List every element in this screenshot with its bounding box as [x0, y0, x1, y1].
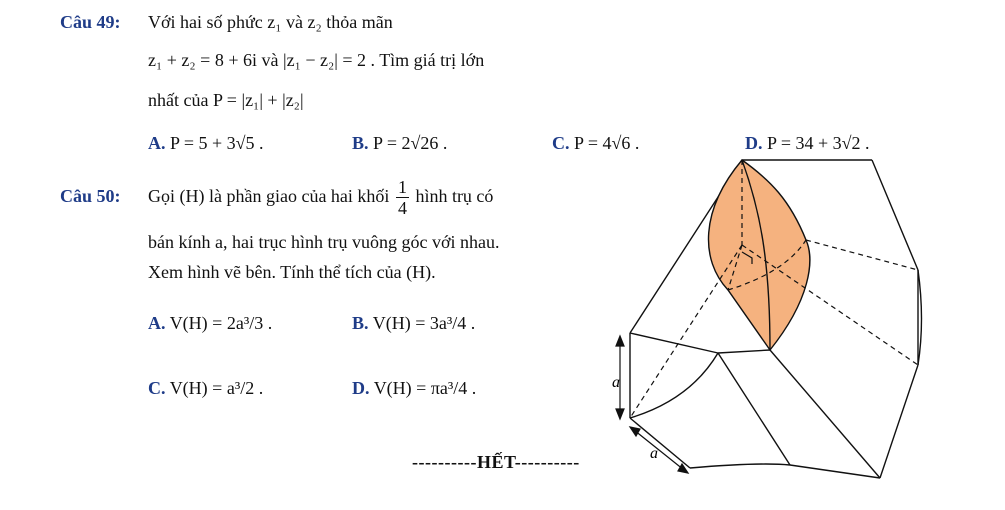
q50-line3: Xem hình vẽ bên. Tính thể tích của (H). — [148, 262, 436, 282]
fraction-denominator: 4 — [397, 198, 407, 219]
option-text: V(H) = a³/2 . — [169, 378, 264, 398]
q49-label: Câu 49: — [60, 12, 121, 32]
option-text: P = 5 + 3√5 . — [170, 133, 264, 153]
option-label: B. — [352, 313, 369, 333]
q49-line1: Với hai số phức z₁ và z₂ thỏa mãn — [148, 12, 393, 32]
option-label: A. — [148, 133, 166, 153]
option-label: C. — [148, 378, 166, 398]
q50-option-a[interactable] — [148, 313, 272, 334]
q50-option-b[interactable] — [352, 313, 475, 334]
option-text: P = 4√6 . — [574, 133, 640, 153]
option-label: C. — [552, 133, 570, 153]
option-text: P = 2√26 . — [373, 133, 448, 153]
q50-line1-end: hình trụ có — [415, 186, 494, 206]
q50-option-d[interactable] — [352, 378, 476, 399]
q50-option-c[interactable] — [148, 378, 263, 399]
option-text: V(H) = 2a³/3 . — [169, 313, 273, 333]
option-label: A. — [148, 313, 166, 333]
q49-line2: z₁ + z₂ = 8 + 6i và |z₁ − z₂| = 2 . Tìm giá trị lớn — [148, 50, 485, 70]
label-a-vertical: a — [612, 374, 620, 391]
cylinder-intersection-figure — [600, 150, 940, 480]
fraction-one-quarter — [396, 177, 409, 218]
label-a-bottom: a — [650, 445, 658, 462]
figure-solid-lines — [630, 160, 922, 478]
option-text: V(H) = 3a³/4 . — [372, 313, 476, 333]
q49-option-a[interactable] — [148, 133, 264, 154]
option-label: D. — [745, 133, 763, 153]
option-label: D. — [352, 378, 370, 398]
q50-line2: bán kính a, hai trục hình trụ vuông góc với nhau. — [148, 232, 500, 252]
end-marker: ----------HẾT---------- — [412, 452, 580, 472]
option-text: P = 34 + 3√2 . — [767, 133, 870, 153]
q49-option-b[interactable] — [352, 133, 447, 154]
q50-line1 — [148, 176, 493, 218]
option-text: V(H) = πa³/4 . — [373, 378, 477, 398]
q50-label: Câu 50: — [60, 186, 121, 206]
q49-line3: nhất của P = |z₁| + |z₂| — [148, 90, 304, 110]
fraction-numerator: 1 — [397, 177, 407, 198]
option-label: B. — [352, 133, 369, 153]
q50-line1-start: Gọi (H) là phần giao của hai khối — [148, 186, 390, 206]
